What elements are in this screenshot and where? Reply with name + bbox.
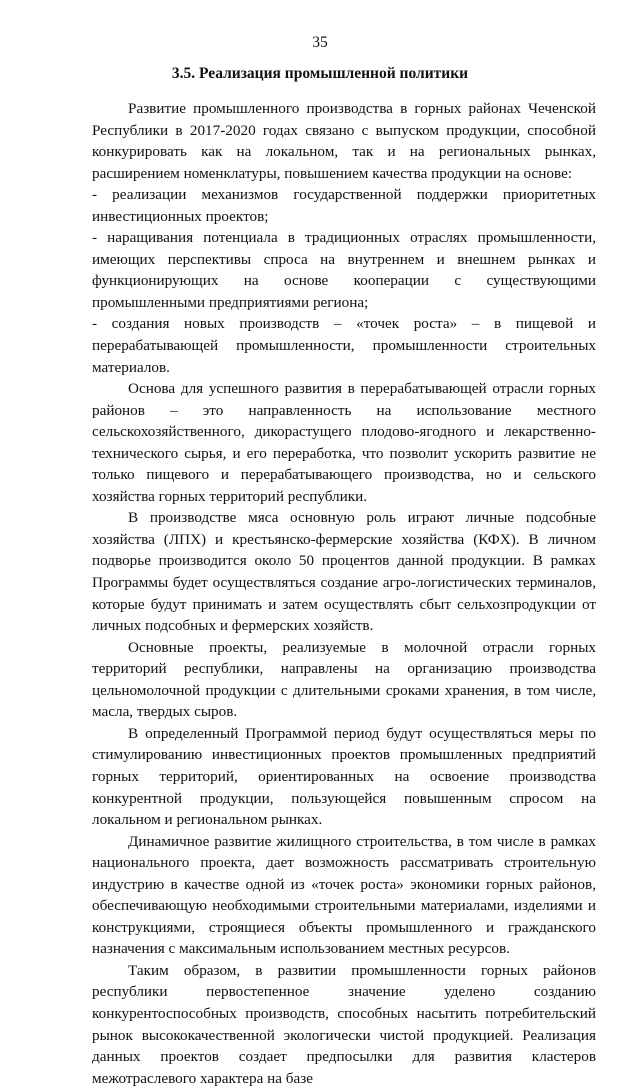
paragraph-dairy-projects: Основные проекты, реализуемые в молочной отрасли горных территорий республики, направлены на организацию производства цельномолочной продукции с длительными сроками хранения, в том числе, масла, твердых сыров. — [92, 638, 596, 721]
list-item-traditional-industries: - наращивания потенциала в традиционных отраслях промышленности, имеющих перспективы спроса на внутреннем и внешнем рынках и функционирующих на основе кооперации с существующими промышленными предприятиями региона; — [92, 229, 596, 311]
list-item-investment-support: - реализации механизмов государственной поддержки приоритетных инвестиционных проектов; — [92, 186, 596, 225]
paragraph-intro: Развитие промышленного производства в горных районах Чеченской Республики в 2017-2020 годах связано с выпуском продукции, способной конкурировать как на локальном, так и на региональных рынках, расширением номенклатуры, повышением качества продукции на основе: — [92, 100, 596, 182]
list-item-growth-points: - создания новых производств – «точек роста» – в пищевой и перерабатывающей промышленности, промышленности строительных материалов. — [92, 315, 596, 376]
body-text — [92, 98, 596, 1089]
paragraph-conclusion: Таким образом, в развитии промышленности горных районов республики первостепенное значение уделено созданию конкурентоспособных производств, способных насытить потребительский рынок высококачественной экологически чистой продукцией. Реализация данных проектов создает предпосылки для развития кластеров межотраслевого характера на базе — [92, 961, 596, 1087]
paragraph-construction-industry: Динамичное развитие жилищного строительства, в том числе в рамках национального проекта, дает возможность рассматривать строительную индустрию в качестве одной из «точек роста» экономики горных районов, обеспечивающую необходимыми строительными материалами, изделиями и конструкциями, строящиеся объекты промышленного и гражданского назначения с максимальным использованием местных ресурсов. — [92, 832, 596, 958]
section-title: 3.5. Реализация промышленной политики — [171, 65, 469, 82]
paragraph-meat-production: В производстве мяса основную роль играют личные подсобные хозяйства (ЛПХ) и крестьянско-фермерские хозяйства (КФХ). В личном подворье производится около 50 процентов данной продукции. В рамках Программы будет осуществляться создание агро-логистических терминалов, которые будут принимать и затем осуществлять сбыт сельхозпродукции от личных подсобных и фермерских хозяйств. — [92, 509, 596, 635]
page-number: 35 — [312, 34, 328, 51]
paragraph-processing-industry: Основа для успешного развития в перерабатывающей отрасли горных районов – это направленность на использование местного сельскохозяйственного, дикорастущего плодово-ягодного и лекарственно-технического сырья, и его переработка, что позволит ускорить развитие не только пищевого и перерабатывающего производства, но и сельского хозяйства горных территорий республики. — [92, 380, 596, 505]
paragraph-investment-measures: В определенный Программой период будут осуществляться меры по стимулированию инвестиционных проектов промышленных предприятий горных территорий, ориентированных на освоение производства конкурентной продукции, пользующейся повышенным спросом на локальном и региональном рынках. — [92, 724, 596, 829]
